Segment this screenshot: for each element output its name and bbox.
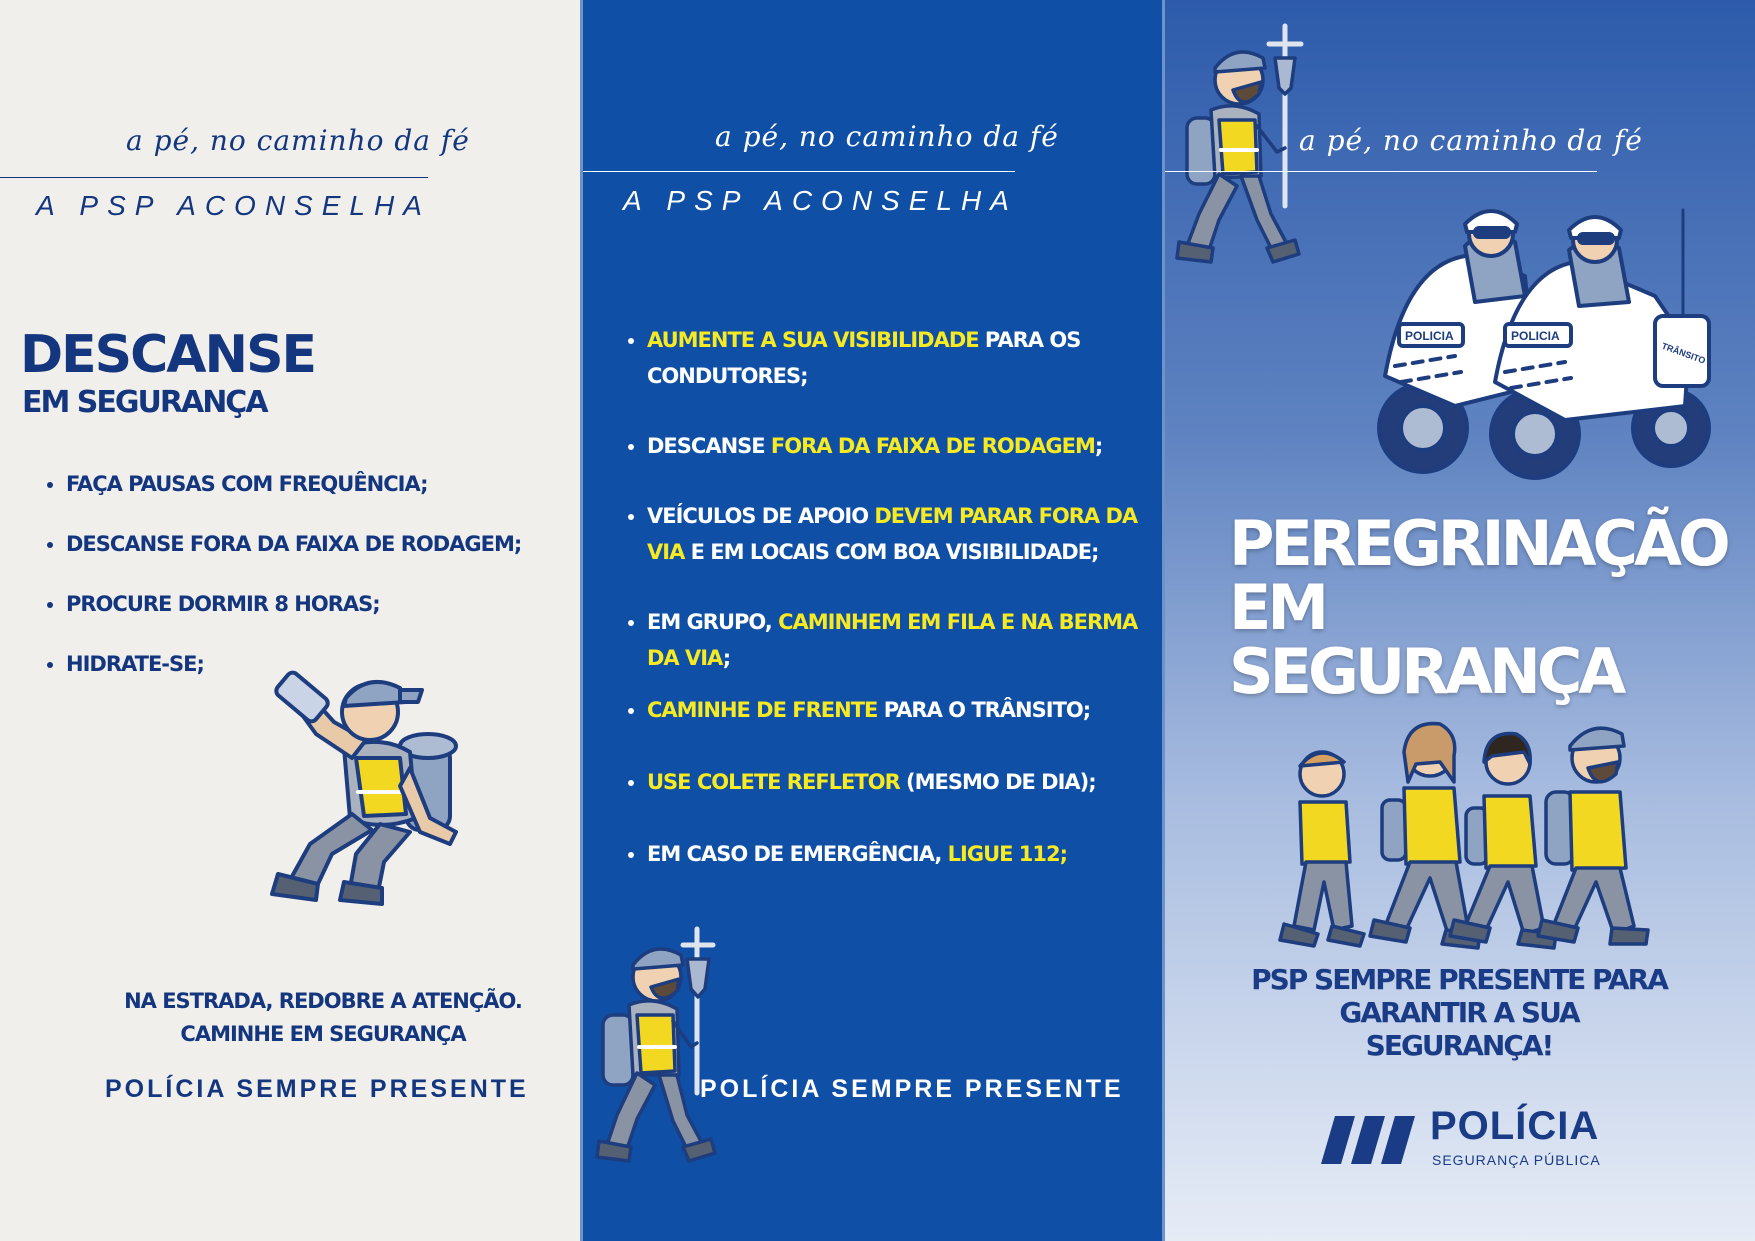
title-line: EM SEGURANÇA	[1229, 571, 1623, 708]
tagline: a pé, no caminho da fé	[126, 124, 470, 157]
list-item: • DESCANSE FORA DA FAIXA DE RODAGEM;	[647, 428, 1165, 464]
moto-label: POLICIA	[1511, 329, 1560, 343]
panel-conselhos	[580, 0, 1165, 1241]
closing-line: CAMINHE EM SEGURANÇA	[180, 1022, 466, 1046]
list-item: • USE COLETE REFLETOR (MESMO DE DIA);	[647, 764, 1165, 800]
subheading: A PSP ACONSELHA	[36, 190, 431, 221]
presence-line: GARANTIR A SUA SEGURANÇA!	[1339, 996, 1579, 1062]
police-motorcycles-icon	[1365, 206, 1725, 480]
motto: POLÍCIA SEMPRE PRESENTE	[700, 1075, 1124, 1103]
tagline: a pé, no caminho da fé	[1299, 124, 1643, 157]
title-line: PEREGRINAÇÃO	[1229, 507, 1727, 580]
list-item: • PROCURE DORMIR 8 HORAS;	[66, 590, 580, 618]
heading-sub: EM SEGURANÇA	[22, 385, 267, 420]
closing-message	[118, 985, 528, 1051]
logo-subtitle: SEGURANÇA PÚBLICA	[1432, 1152, 1601, 1168]
divider-line	[583, 171, 1015, 172]
list-item: • CAMINHE DE FRENTE PARA O TRÂNSITO;	[647, 692, 1165, 728]
cover-title	[1229, 507, 1727, 708]
logo-stripes-icon	[1321, 1116, 1419, 1164]
pilgrim-with-cross-icon	[1173, 22, 1303, 282]
presence-message	[1249, 963, 1669, 1062]
pilgrim-family-icon	[1270, 712, 1670, 962]
moto-label: TRÂNSITO	[1660, 340, 1707, 366]
logo-name: POLÍCIA	[1430, 1104, 1600, 1148]
psp-logo	[1321, 1104, 1621, 1170]
list-item: • EM GRUPO, CAMINHEM EM FILA E NA BERMA DA VIA;	[647, 604, 1165, 676]
subheading: A PSP ACONSELHA	[623, 185, 1018, 216]
panel-descanse	[0, 0, 580, 1241]
heading-main: DESCANSE	[20, 325, 316, 385]
motto: POLÍCIA SEMPRE PRESENTE	[105, 1075, 529, 1103]
list-item: • HIDRATE-SE;	[66, 650, 580, 678]
tagline: a pé, no caminho da fé	[715, 120, 1059, 153]
closing-line: NA ESTRADA, REDOBRE A ATENÇÃO.	[124, 989, 522, 1013]
list-item: • VEÍCULOS DE APOIO DEVEM PARAR FORA DA VIA E EM LOCAIS COM BOA VISIBILIDADE;	[647, 498, 1165, 570]
list-item: • DESCANSE FORA DA FAIXA DE RODAGEM;	[66, 530, 580, 558]
divider-line	[1165, 171, 1597, 172]
walking-pilgrim-icon	[593, 925, 723, 1185]
divider-line	[0, 177, 428, 178]
list-item: • FAÇA PAUSAS COM FREQUÊNCIA;	[66, 470, 580, 498]
moto-label: POLICIA	[1405, 329, 1454, 343]
panel-cover	[1165, 0, 1755, 1241]
list-item: • EM CASO DE EMERGÊNCIA, LIGUE 112;	[647, 836, 1165, 872]
advice-list	[611, 322, 1165, 872]
list-item: • AUMENTE A SUA VISIBILIDADE PARA OS CONDUTORES;	[647, 322, 1165, 394]
presence-line: PSP SEMPRE PRESENTE PARA	[1251, 963, 1667, 996]
drinking-pilgrim-icon	[260, 668, 500, 908]
